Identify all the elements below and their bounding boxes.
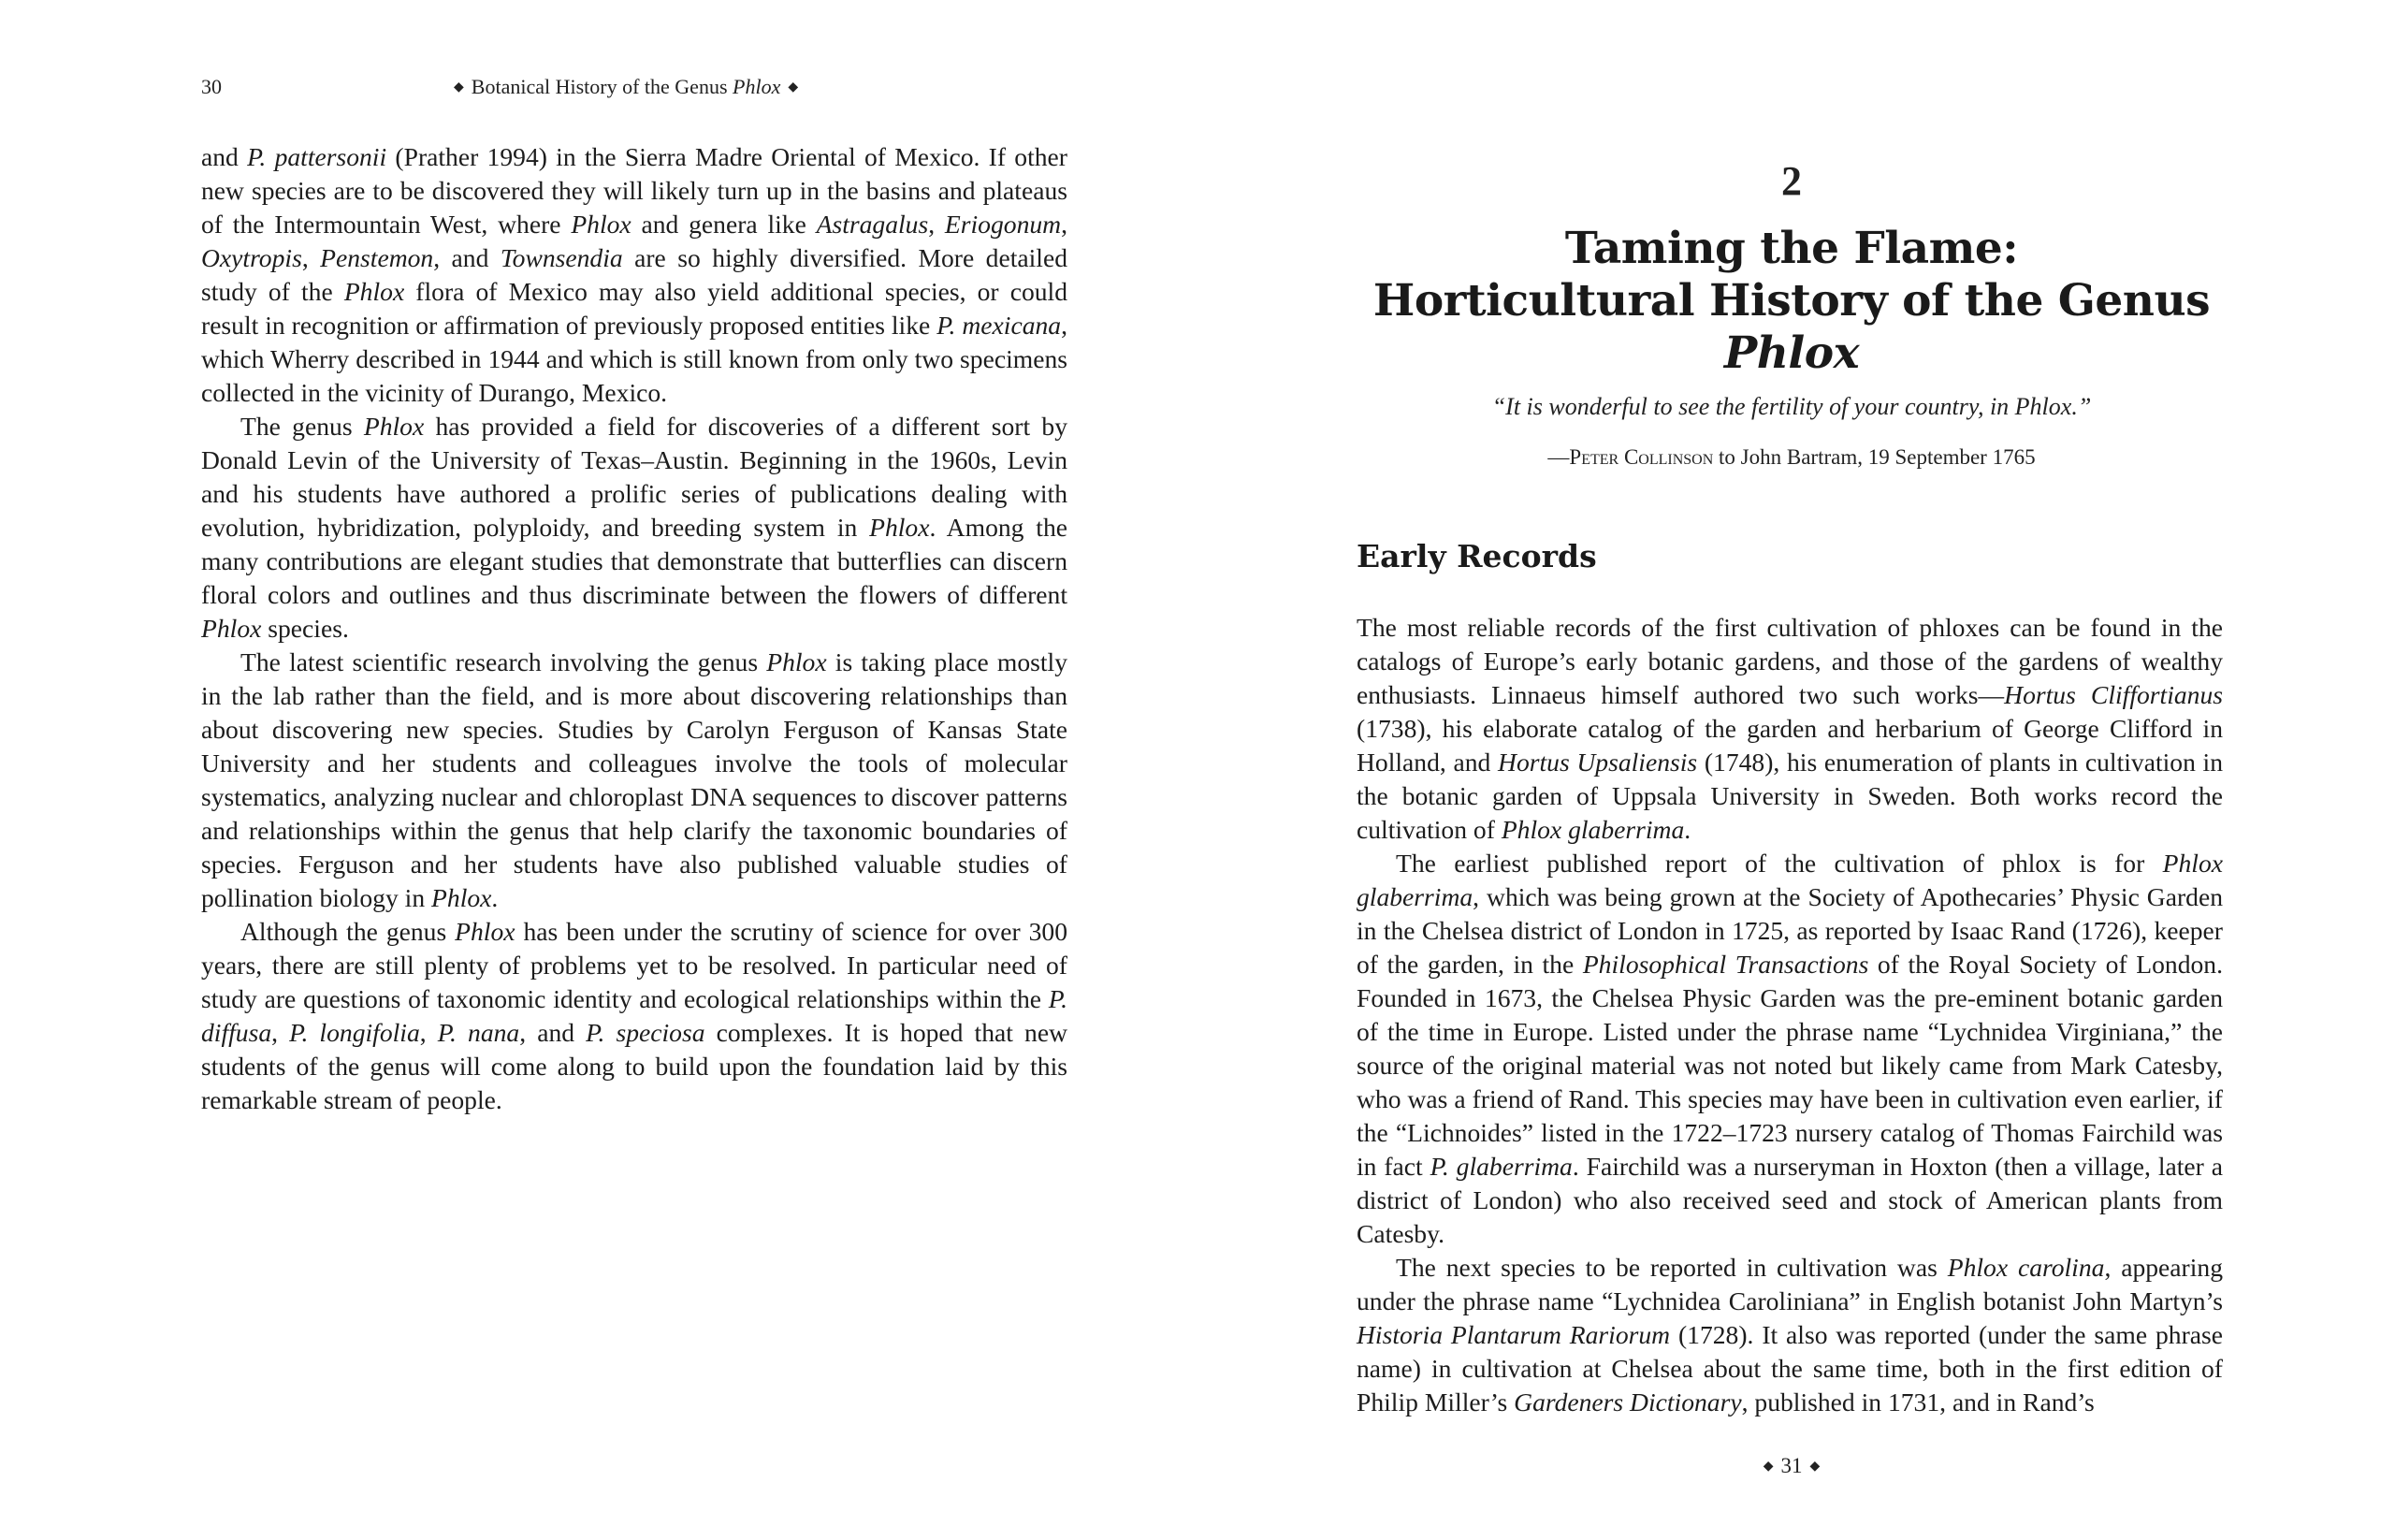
text-run: The earliest published report of the cultivation of phlox is for: [1396, 849, 2163, 878]
text-run: ,: [301, 243, 321, 272]
text-run: The most reliable records of the first cultivation of phloxes can be found in the catalogs of Europe’s early botanic gardens, and those of the gardens of wealthy enthusiasts. Linnaeus himself authored two such works—: [1357, 613, 2223, 709]
italic-text: Phlox carolina: [1947, 1253, 2105, 1282]
chapter-title-prefix: Horticultural History of the Genus: [1372, 275, 2211, 327]
chapter-title-line2: [1352, 275, 2231, 380]
text-run: and genera like: [631, 210, 817, 239]
italic-text: Eriogonum: [944, 210, 1062, 239]
running-head-italic: Phlox: [733, 75, 781, 98]
text-run: are so highly diversified. More detailed study of the: [201, 243, 1067, 306]
text-run: (1738), his elaborate catalog of the garden and herbarium of George Clifford in Holland, and: [1357, 714, 2223, 777]
text-run: ,: [271, 1018, 290, 1047]
text-run: (Prather 1994) in the Sierra Madre Oriental of Mexico. If other new species are to be discovered they will likely turn up in the basins and plateaus of the Intermountain West, where: [201, 142, 1067, 239]
italic-text: Penstemon: [320, 243, 434, 272]
italic-text: Phlox: [571, 210, 631, 239]
text-run: flora of Mexico may also yield additional species, or could result in recognition or affirmation of previously proposed entities like: [201, 277, 1068, 340]
text-run: species.: [261, 614, 349, 643]
text-run: has been under the scrutiny of science for over 300 years, there are still plenty of problems yet to be resolved. In particular need of study are questions of taxonomic identity and ecological relationships within the: [201, 917, 1067, 1013]
text-run: The next species to be reported in cultivation was: [1396, 1253, 1948, 1282]
text-run: complexes. It is hoped that new students of the genus will come along to build upon the foundation laid by this remarkable stream of people.: [201, 1018, 1068, 1114]
page-number-right: 31: [1780, 1454, 1803, 1477]
text-run: . Fairchild was a nurseryman in Hoxton (then a village, later a district of London) who also received seed and stock of American plants from Catesby.: [1357, 1152, 2223, 1248]
text-run: , appearing under the phrase name “Lychnidea Caroliniana” in English botanist John Martyn’s: [1357, 1253, 2223, 1315]
italic-text: Phlox: [766, 647, 827, 676]
epigraph-author: Peter Collinson: [1569, 445, 1714, 469]
section-heading: Early Records: [1357, 538, 1597, 574]
right-body-text: [1357, 611, 2223, 1419]
ornament-diamond: ◆: [1763, 1460, 1774, 1474]
italic-text: Gardeners Dictionary: [1514, 1387, 1742, 1417]
text-run: , and: [433, 243, 501, 272]
text-run: The latest scientific research involving the genus: [240, 647, 767, 676]
text-run: ,: [928, 210, 945, 239]
italic-text: Oxytropis: [201, 243, 302, 272]
italic-text: P. glaberrima: [1430, 1152, 1573, 1181]
italic-text: Townsendia: [500, 243, 623, 272]
ornament-diamond: ◆: [454, 80, 464, 94]
epigraph-rest: to John Bartram, 19 September 1765: [1713, 445, 2036, 469]
text-run: The genus: [240, 412, 364, 441]
italic-text: Phlox: [201, 614, 262, 643]
text-run: , which was being grown at the Society of Apothecaries’ Physic Garden in the Chelsea district of London in 1725, as reported by Isaac Rand (1726), keeper of the garden, in the: [1357, 882, 2223, 979]
italic-text: Phlox: [343, 277, 405, 306]
italic-text: Historia Plantarum Rariorum: [1357, 1320, 1671, 1349]
text-run: , published in 1731, and in Rand’s: [1741, 1387, 2095, 1417]
italic-text: Philosophical Transactions: [1582, 950, 1869, 979]
italic-text: P. diffusa: [201, 984, 1067, 1047]
folio-right: [1352, 1454, 2231, 1478]
left_page-paragraph: [201, 915, 1067, 1117]
epigraph-dash: —: [1547, 445, 1570, 469]
italic-text: P. pattersonii: [247, 142, 387, 171]
italic-text: Phlox: [431, 883, 492, 912]
chapter-title-italic: Phlox: [1723, 327, 1860, 379]
chapter-number: 2: [1781, 158, 1802, 204]
text-run: , which Wherry described in 1944 and which is still known from only two specimens collected in the vicinity of Durango, Mexico.: [201, 311, 1067, 407]
italic-text: P. nana: [437, 1018, 520, 1047]
page-number-left: 30: [201, 75, 222, 98]
italic-text: Hortus Cliffortianus: [2004, 680, 2223, 709]
text-run: and: [201, 142, 248, 171]
text-run: is taking place mostly in the lab rather than the field, and is more about discovering relationships than about discovering new species. Studies by Carolyn Ferguson of Kansas State University and her students and colleagues involve the tools of molecular systematics, analyzing nuclear and chloroplast DNA sequences to discover patterns and relationships within the genus that help clarify the taxonomic boundaries of species. Ferguson and her students have also published valuable studies of pollination biology in: [201, 647, 1067, 912]
left-body-text: [201, 140, 1067, 1117]
right_page-paragraph: [1357, 611, 2223, 847]
text-run: .: [491, 883, 499, 912]
left_page-paragraph: [201, 140, 1067, 410]
italic-text: P. speciosa: [586, 1018, 705, 1047]
text-run: (1728). It also was reported (under the same phrase name) in cultivation at Chelsea about the same time, both in the first edition of Philip Miller’s: [1357, 1320, 2224, 1417]
italic-text: Phlox: [869, 513, 930, 542]
epigraph-quote: “It is wonderful to see the fertility of your country, in Phlox.”: [1491, 393, 2092, 420]
running-head-prefix: Botanical History of the Genus: [471, 75, 733, 98]
left_page-paragraph: [201, 410, 1067, 646]
italic-text: Phlox: [455, 917, 515, 946]
italic-text: P. longifolia: [289, 1018, 420, 1047]
text-run: has provided a field for discoveries of a different sort by Donald Levin of the University of Texas–Austin. Beginning in the 1960s, Levin and his students have authored a prolific series of publications dealing with evolution, hybridization, polyploidy, and breeding system in: [201, 412, 1067, 542]
italic-text: Phlox glaberrima: [1501, 815, 1685, 844]
text-run: . Among the many contributions are elegant studies that demonstrate that butterflies can discern floral colors and outlines and thus discriminate between the flowers of different: [201, 513, 1067, 609]
text-run: Although the genus: [240, 917, 456, 946]
text-run: ,: [419, 1018, 438, 1047]
text-run: of the Royal Society of London. Founded in 1673, the Chelsea Physic Garden was the pre-eminent botanic garden of the time in Europe. Listed under the phrase name “Lychnidea Virginiana,” the source of the original material was not noted but likely came from Mark Catesby, who was a friend of Rand. This species may have been in cultivation even earlier, if the “Lichnoides” listed in the 1722–1723 nursery catalog of Thomas Fairchild was in fact: [1357, 950, 2223, 1181]
text-run: (1748), his enumeration of plants in cultivation in the botanic garden of Uppsala University in Sweden. Both works record the cultivation of: [1357, 748, 2224, 844]
italic-text: P. mexicana: [936, 311, 1062, 340]
right_page-paragraph: [1357, 847, 2223, 1251]
text-run: .: [1684, 815, 1691, 844]
ornament-diamond: ◆: [1809, 1460, 1821, 1474]
right_page-paragraph: [1357, 1251, 2223, 1419]
left_page-paragraph: [201, 646, 1067, 915]
text-run: , and: [519, 1018, 587, 1047]
italic-text: Astragalus: [816, 210, 929, 239]
running-head-title: [446, 75, 806, 99]
text-run: ,: [1061, 210, 1067, 239]
italic-text: Phlox glaberrima: [1357, 849, 2223, 911]
chapter-title-line1: Taming the Flame:: [1564, 223, 2019, 274]
ornament-diamond: ◆: [788, 80, 799, 94]
italic-text: Phlox: [363, 412, 425, 441]
italic-text: Hortus Upsaliensis: [1498, 748, 1698, 777]
epigraph-attribution: [1352, 445, 2231, 470]
chapter-title: [1352, 223, 2231, 380]
